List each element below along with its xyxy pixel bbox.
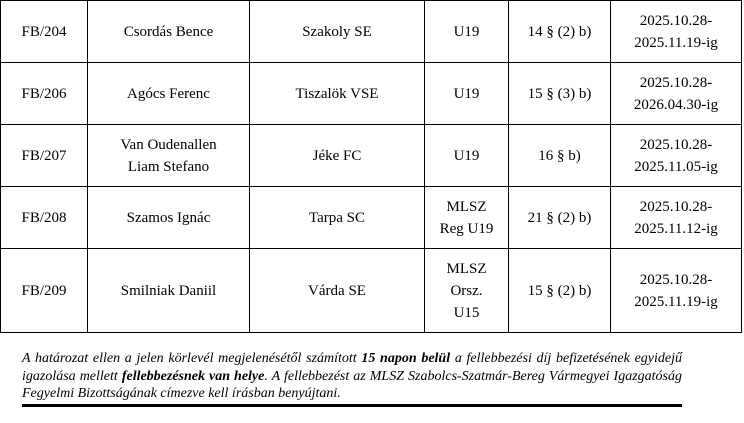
rule-cell: 14 § (2) b) <box>509 1 611 63</box>
notice-text: a fellebbezési díj befizetésének egyidejű igazolása mellett <box>22 351 682 384</box>
table-row <box>1 187 742 249</box>
case-id-cell: FB/204 <box>1 1 88 63</box>
rule-cell: 15 § (2) b) <box>509 249 611 333</box>
table-row <box>1 1 742 63</box>
category-cell: U19 <box>425 1 509 63</box>
table-row <box>1 249 742 333</box>
club-cell: Tarpa SC <box>250 187 425 249</box>
appeal-notice <box>22 350 682 407</box>
player-name-cell: Smilniak Daniil <box>88 249 250 333</box>
club-cell: Tiszalök VSE <box>250 63 425 125</box>
player-name-cell: Szamos Ignác <box>88 187 250 249</box>
period-cell: 2025.10.28- 2026.04.30-ig <box>611 63 742 125</box>
player-name-cell: Agócs Ferenc <box>88 63 250 125</box>
table-row <box>1 125 742 187</box>
club-cell: Jéke FC <box>250 125 425 187</box>
rule-cell: 16 § b) <box>509 125 611 187</box>
case-id-cell: FB/209 <box>1 249 88 333</box>
player-name-cell: Van Oudenallen Liam Stefano <box>88 125 250 187</box>
notice-text: A határozat ellen a jelen körlevél megjelenésétől számított <box>22 351 362 366</box>
table-row <box>1 63 742 125</box>
case-id-cell: FB/207 <box>1 125 88 187</box>
notice-deadline: 15 napon belül <box>361 351 451 366</box>
period-cell: 2025.10.28- 2025.11.19-ig <box>611 1 742 63</box>
player-name-cell: Csordás Bence <box>88 1 250 63</box>
category-cell: MLSZ Orsz. U15 <box>425 249 509 333</box>
notice-text: . A fellebbezést az MLSZ Szabolcs-Szatmár-Bereg Vármegyei Igazgatóság Fegyelmi Bizottságának címezve kell írásban benyújtani. <box>22 368 682 401</box>
case-id-cell: FB/208 <box>1 187 88 249</box>
category-cell: U19 <box>425 125 509 187</box>
category-cell: U19 <box>425 63 509 125</box>
period-cell: 2025.10.28- 2025.11.19-ig <box>611 249 742 333</box>
period-cell: 2025.10.28- 2025.11.12-ig <box>611 187 742 249</box>
club-cell: Várda SE <box>250 249 425 333</box>
category-cell: MLSZ Reg U19 <box>425 187 509 249</box>
rule-cell: 15 § (3) b) <box>509 63 611 125</box>
period-cell: 2025.10.28- 2025.11.05-ig <box>611 125 742 187</box>
club-cell: Szakoly SE <box>250 1 425 63</box>
rule-cell: 21 § (2) b) <box>509 187 611 249</box>
case-id-cell: FB/206 <box>1 63 88 125</box>
notice-appeal-right: fellebbezésnek van helye <box>121 368 265 384</box>
